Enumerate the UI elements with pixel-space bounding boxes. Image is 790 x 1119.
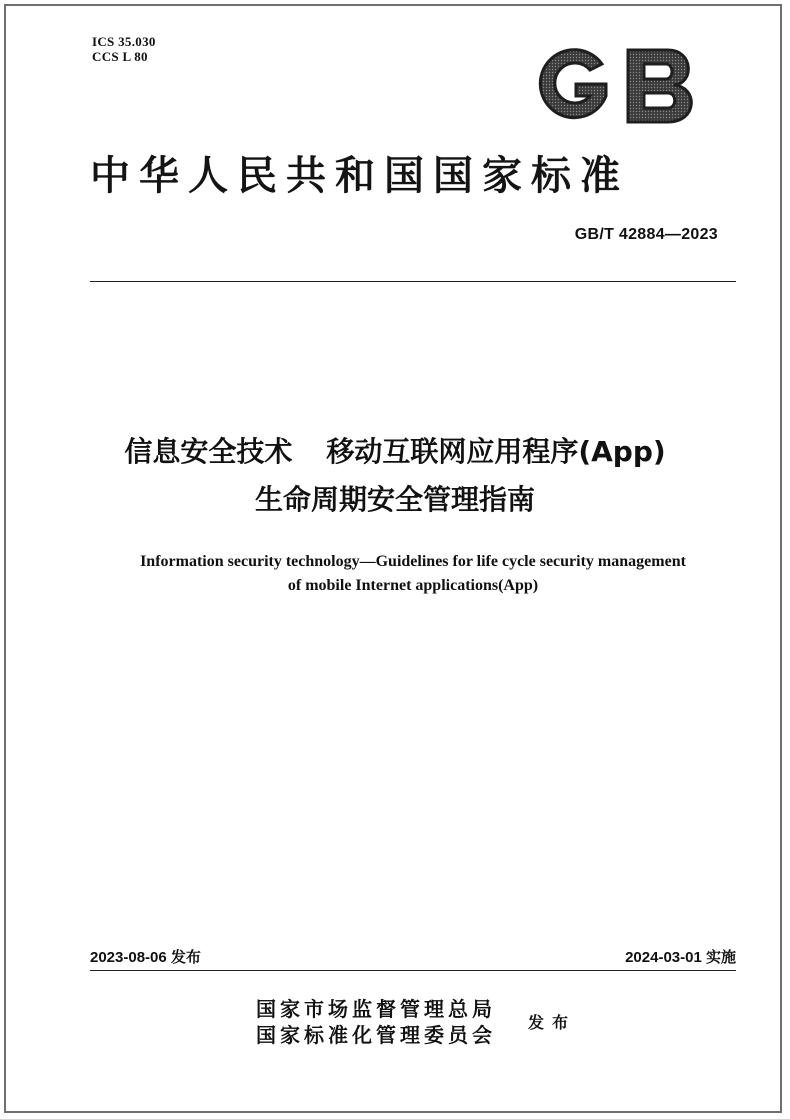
english-title-line1: Information security technology—Guidelines for life cycle security management <box>140 553 686 570</box>
issuing-authorities <box>256 996 496 1048</box>
chinese-title-line1 <box>0 428 790 476</box>
standard-number: GB/T 42884—2023 <box>574 226 718 243</box>
chinese-title-line1-part1: 信息安全技术 <box>124 435 293 468</box>
issuer-line2: 国家标准化管理委员会 <box>256 1023 496 1047</box>
issue-label: 发布 <box>528 1013 577 1032</box>
top-divider <box>90 281 736 282</box>
gb-logo-g-letter <box>540 50 606 118</box>
english-title <box>0 550 790 598</box>
gb-logo-b-letter <box>628 50 691 122</box>
ics-code: ICS 35.030 <box>92 34 156 49</box>
english-title-line2: of mobile Internet applications(App) <box>287 577 539 594</box>
issuer-line1: 国家市场监督管理总局 <box>256 997 496 1021</box>
date-row <box>90 946 736 968</box>
country-standard-title: 中华人民共和国国家标准 <box>90 152 629 199</box>
classification-codes <box>92 34 156 64</box>
issue-date: 2023-08-06 发布 <box>90 949 201 966</box>
chinese-title-line2: 生命周期安全管理指南 <box>254 483 535 516</box>
ccs-code: CCS L 80 <box>92 49 148 64</box>
chinese-title <box>0 428 790 524</box>
chinese-title-line1-part2: 移动互联网应用程序(App) <box>326 435 666 468</box>
gb-logo <box>536 44 698 128</box>
implementation-date: 2024-03-01 实施 <box>625 949 736 966</box>
bottom-divider <box>90 970 736 971</box>
